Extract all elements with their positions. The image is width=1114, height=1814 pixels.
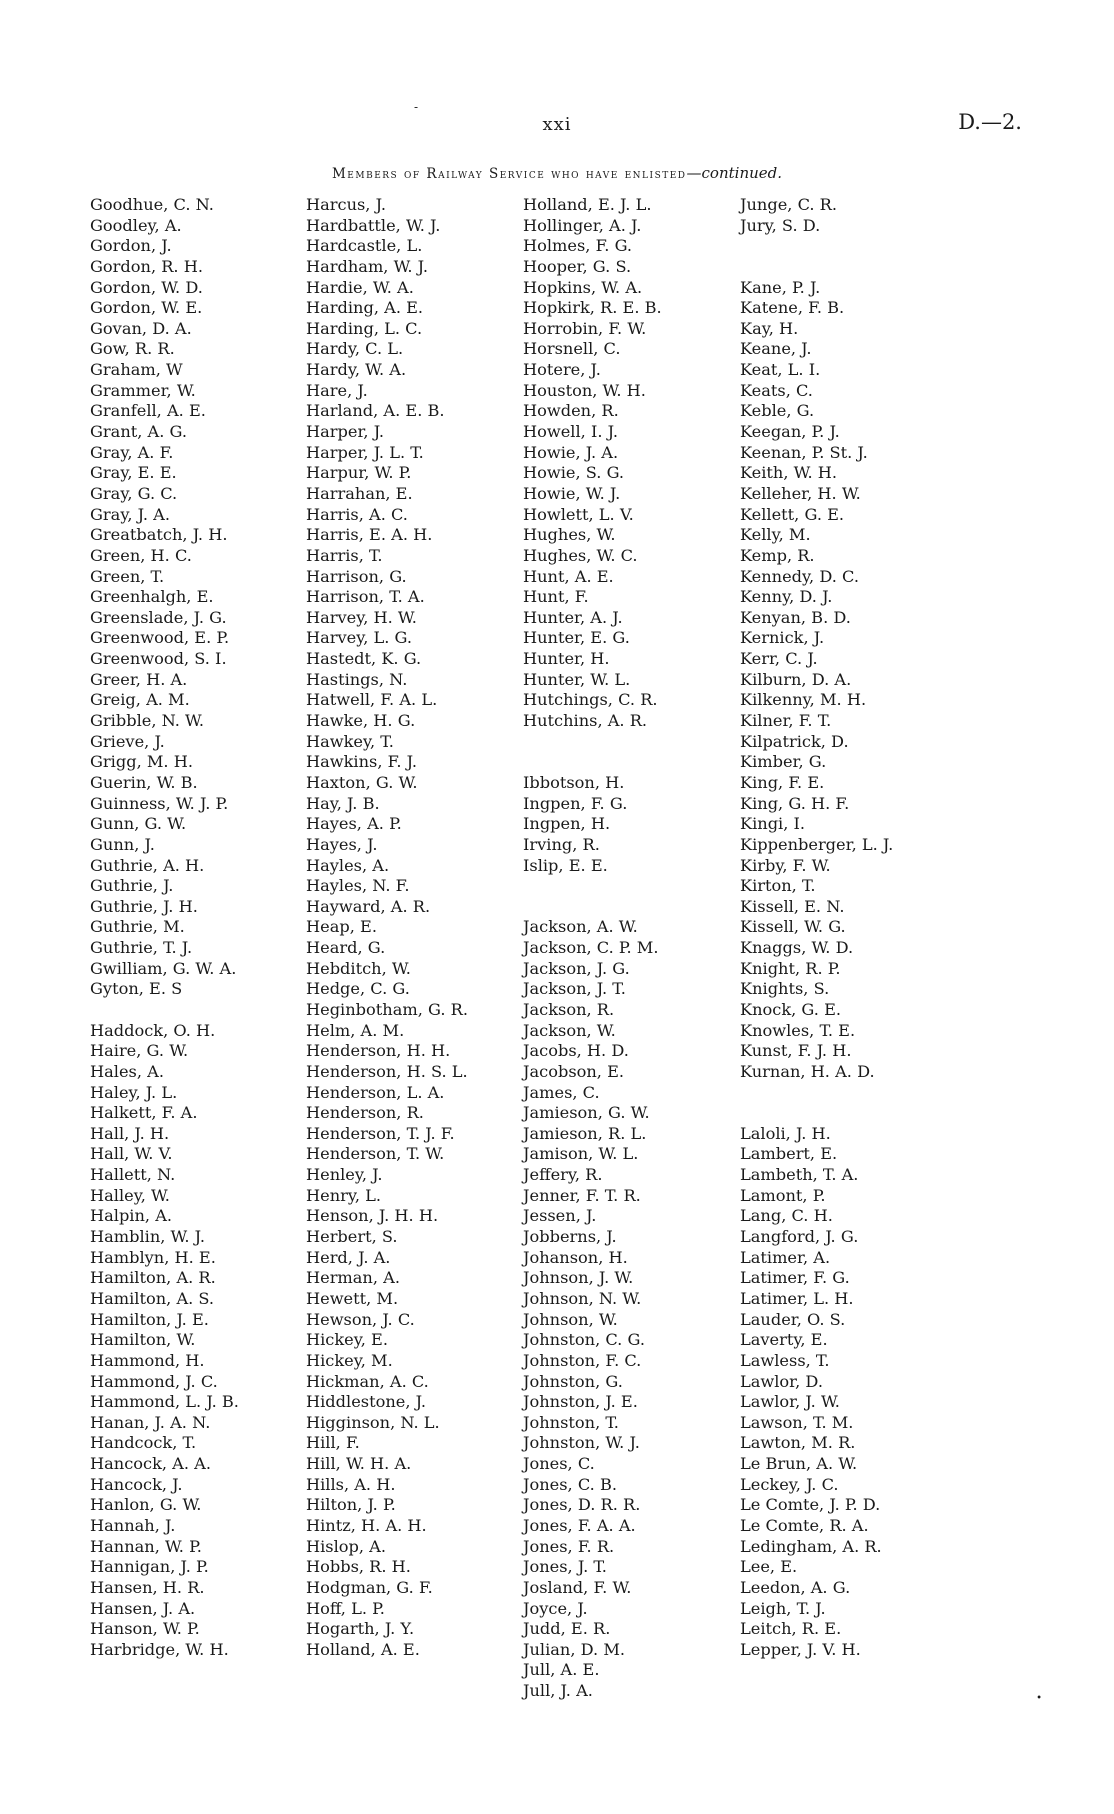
- list-item: Julian, D. M.: [523, 1639, 626, 1659]
- list-item: Horsnell, C.: [523, 339, 621, 359]
- list-item: Hunt, F.: [523, 587, 589, 607]
- list-item: Houston, W. H.: [523, 380, 646, 400]
- list-item: Knaggs, W. D.: [740, 938, 854, 958]
- list-item: Ingpen, F. G.: [523, 793, 628, 813]
- list-item: Harpur, W. P.: [306, 463, 412, 483]
- list-item: Hayles, A.: [306, 855, 390, 875]
- list-item: Jackson, J. T.: [523, 979, 626, 999]
- list-item: Howden, R.: [523, 401, 619, 421]
- list-item: Hewson, J. C.: [306, 1309, 415, 1329]
- list-item: Grant, A. G.: [90, 422, 188, 442]
- list-item: Hopkirk, R. E. B.: [523, 298, 662, 318]
- list-item: Laverty, E.: [740, 1330, 828, 1350]
- list-item: Johnson, N. W.: [523, 1288, 642, 1308]
- list-item: Hay, J. B.: [306, 793, 380, 813]
- list-item: Greenwood, E. P.: [90, 628, 230, 648]
- list-item: Hebditch, W.: [306, 958, 411, 978]
- list-item: Kerr, C. J.: [740, 649, 818, 669]
- list-item: Howie, J. A.: [523, 442, 619, 462]
- list-item: Hopkins, W. A.: [523, 277, 643, 297]
- list-item: Jones, C.: [523, 1454, 595, 1474]
- list-item: Latimer, A.: [740, 1247, 831, 1267]
- list-item: Hughes, W.: [523, 525, 616, 545]
- list-item: Jones, J. T.: [523, 1557, 607, 1577]
- list-item: Hewett, M.: [306, 1288, 399, 1308]
- list-item: Hamblyn, H. E.: [90, 1247, 216, 1267]
- list-item: Gordon, W. E.: [90, 298, 203, 318]
- list-item: Kingi, I.: [740, 814, 806, 834]
- list-item: Hiddlestone, J.: [306, 1392, 427, 1412]
- list-item: King, G. H. F.: [740, 793, 850, 813]
- list-item: Johnston, F. C.: [523, 1350, 642, 1370]
- list-item: Hilton, J. P.: [306, 1495, 396, 1515]
- list-item: Halkett, F. A.: [90, 1103, 198, 1123]
- list-item: Latimer, L. H.: [740, 1288, 854, 1308]
- list-item: Howie, S. G.: [523, 463, 625, 483]
- list-item: Green, T.: [90, 566, 165, 586]
- list-item: Grammer, W.: [90, 380, 196, 400]
- list-item: Harris, A. C.: [306, 504, 408, 524]
- list-item: Harrison, T. A.: [306, 587, 425, 607]
- list-item: Keenan, P. St. J.: [740, 442, 868, 462]
- list-item: Henderson, T. J. F.: [306, 1123, 455, 1143]
- list-item: Keble, G.: [740, 401, 815, 421]
- list-item: Guthrie, M.: [90, 917, 185, 937]
- list-item: Jeffery, R.: [523, 1165, 603, 1185]
- list-item: Handcock, T.: [90, 1433, 197, 1453]
- list-item: Hall, W. V.: [90, 1144, 173, 1164]
- list-item: Jones, C. B.: [523, 1474, 617, 1494]
- list-item: Hotere, J.: [523, 360, 601, 380]
- list-item: Hare, J.: [306, 380, 368, 400]
- list-item: Govan, D. A.: [90, 318, 192, 338]
- list-item: Hamilton, J. E.: [90, 1309, 209, 1329]
- list-item: Henderson, R.: [306, 1103, 424, 1123]
- list-item: Hickey, E.: [306, 1330, 388, 1350]
- list-item: Gordon, R. H.: [90, 256, 203, 276]
- list-item: Holland, A. E.: [306, 1639, 420, 1659]
- list-item: Kunst, F. J. H.: [740, 1041, 852, 1061]
- list-item: Keane, J.: [740, 339, 812, 359]
- list-item: Greenslade, J. G.: [90, 607, 227, 627]
- list-item: Harcus, J.: [306, 195, 386, 214]
- list-item: Islip, E. E.: [523, 855, 608, 875]
- list-item: Halley, W.: [90, 1185, 170, 1205]
- list-item: King, F. E.: [740, 772, 825, 792]
- list-item: Goodley, A.: [90, 215, 182, 235]
- list-item: Guthrie, J.: [90, 876, 174, 896]
- list-item: Kilpatrick, D.: [740, 731, 849, 751]
- list-item: Hansen, H. R.: [90, 1577, 205, 1597]
- list-item: Hancock, A. A.: [90, 1454, 211, 1474]
- list-item: Holland, E. J. L.: [523, 195, 652, 214]
- list-item: Johanson, H.: [523, 1247, 628, 1267]
- list-item: Greenwood, S. I.: [90, 649, 227, 669]
- list-item: Harper, J. L. T.: [306, 442, 424, 462]
- list-gap: [740, 236, 893, 257]
- list-item: Hogarth, J. Y.: [306, 1619, 415, 1639]
- list-item: Hammond, J. C.: [90, 1371, 218, 1391]
- list-item: Johnson, J. W.: [523, 1268, 634, 1288]
- list-item: Hardbattle, W. J.: [306, 215, 441, 235]
- list-item: Hawke, H. G.: [306, 711, 416, 731]
- list-item: Hayes, J.: [306, 834, 378, 854]
- ink-speck: •: [1036, 1693, 1042, 1704]
- list-item: Hannan, W. P.: [90, 1536, 202, 1556]
- list-item: Henley, J.: [306, 1165, 383, 1185]
- list-item: Hardy, C. L.: [306, 339, 404, 359]
- list-item: Kirby, F. W.: [740, 855, 831, 875]
- list-item: Lauder, O. S.: [740, 1309, 846, 1329]
- list-item: Kay, H.: [740, 318, 799, 338]
- list-item: Keith, W. H.: [740, 463, 837, 483]
- list-item: Gunn, J.: [90, 834, 155, 854]
- list-item: Ledingham, A. R.: [740, 1536, 882, 1556]
- list-item: Kelleher, H. W.: [740, 483, 861, 503]
- list-item: Lepper, J. V. H.: [740, 1639, 861, 1659]
- list-item: Jull, A. E.: [523, 1660, 600, 1680]
- list-item: Kernick, J.: [740, 628, 825, 648]
- list-item: Keegan, P. J.: [740, 422, 840, 442]
- list-item: Harris, E. A. H.: [306, 525, 433, 545]
- list-item: Henderson, H. S. L.: [306, 1061, 468, 1081]
- list-item: Langford, J. G.: [740, 1227, 859, 1247]
- name-column-3: [523, 195, 662, 1702]
- list-item: Hardcastle, L.: [306, 236, 423, 256]
- list-item: Gow, R. R.: [90, 339, 175, 359]
- list-item: Gray, E. E.: [90, 463, 177, 483]
- list-gap: [523, 752, 662, 773]
- list-item: Le Comte, R. A.: [740, 1516, 869, 1535]
- list-item: Harding, L. C.: [306, 318, 423, 338]
- list-item: Johnston, W. J.: [523, 1433, 640, 1453]
- list-item: Kippenberger, L. J.: [740, 834, 894, 854]
- list-item: Howlett, L. V.: [523, 504, 634, 524]
- list-item: Ingpen, H.: [523, 814, 611, 834]
- list-gap: [523, 732, 662, 753]
- list-item: Hanlon, G. W.: [90, 1495, 202, 1515]
- list-item: Hardy, W. A.: [306, 360, 407, 380]
- list-item: Jamieson, R. L.: [523, 1123, 647, 1143]
- list-gap: [740, 1083, 893, 1104]
- list-item: Holmes, F. G.: [523, 236, 633, 256]
- list-item: Lang, C. H.: [740, 1206, 833, 1226]
- list-item: Hunt, A. E.: [523, 566, 614, 586]
- list-item: Harvey, L. G.: [306, 628, 413, 648]
- list-gap: [90, 1000, 239, 1021]
- list-item: Jackson, J. G.: [523, 958, 630, 978]
- list-item: Green, H. C.: [90, 545, 192, 565]
- list-item: Harland, A. E. B.: [306, 401, 445, 421]
- list-item: Greig, A. M.: [90, 690, 190, 710]
- title-suffix: —continued.: [686, 164, 783, 182]
- list-item: Hamilton, A. S.: [90, 1288, 215, 1308]
- list-item: Hamilton, A. R.: [90, 1268, 216, 1288]
- list-item: Herd, J. A.: [306, 1247, 391, 1267]
- list-item: Leedon, A. G.: [740, 1577, 851, 1597]
- list-item: Howell, I. J.: [523, 422, 619, 442]
- list-item: Hunter, H.: [523, 649, 610, 669]
- list-gap: [740, 1103, 893, 1124]
- list-item: Knock, G. E.: [740, 999, 842, 1019]
- name-column-2: [306, 195, 468, 1660]
- list-item: Kemp, R.: [740, 545, 815, 565]
- list-item: Kenny, D. J.: [740, 587, 833, 607]
- list-item: Hallett, N.: [90, 1165, 176, 1185]
- list-item: Jessen, J.: [523, 1206, 597, 1226]
- list-item: Jackson, R.: [523, 999, 615, 1019]
- list-item: Hayward, A. R.: [306, 896, 431, 916]
- list-item: Greer, H. A.: [90, 669, 188, 689]
- list-item: Harris, T.: [306, 545, 383, 565]
- list-item: Knowles, T. E.: [740, 1020, 856, 1040]
- list-item: Lawton, M. R.: [740, 1433, 856, 1453]
- list-item: Leigh, T. J.: [740, 1598, 826, 1618]
- list-item: Hanan, J. A. N.: [90, 1412, 211, 1432]
- list-item: Jury, S. D.: [740, 215, 821, 235]
- list-item: Hickman, A. C.: [306, 1371, 429, 1391]
- list-item: Kenyan, B. D.: [740, 607, 851, 627]
- list-item: Lambert, E.: [740, 1144, 838, 1164]
- list-item: Henderson, L. A.: [306, 1082, 445, 1102]
- list-item: Hayes, A. P.: [306, 814, 402, 834]
- name-column-1: [90, 195, 239, 1660]
- list-item: Guthrie, J. H.: [90, 896, 198, 916]
- list-item: Kilburn, D. A.: [740, 669, 852, 689]
- list-item: Hall, J. H.: [90, 1123, 170, 1143]
- list-item: Kelly, M.: [740, 525, 811, 545]
- list-gap: [740, 257, 893, 278]
- list-item: Johnson, W.: [523, 1309, 618, 1329]
- list-item: Johnston, T.: [523, 1412, 619, 1432]
- list-item: Greenhalgh, E.: [90, 587, 214, 607]
- list-item: Hawkins, F. J.: [306, 752, 418, 772]
- list-item: Kilner, F. T.: [740, 711, 832, 731]
- list-item: Hedge, C. G.: [306, 979, 410, 999]
- list-item: Heap, E.: [306, 917, 377, 937]
- list-item: Latimer, F. G.: [740, 1268, 850, 1288]
- list-item: Goodhue, C. N.: [90, 195, 214, 214]
- list-item: Hardham, W. J.: [306, 256, 429, 276]
- list-item: Hooper, G. S.: [523, 256, 632, 276]
- list-item: Herman, A.: [306, 1268, 400, 1288]
- list-item: Heginbotham, G. R.: [306, 999, 468, 1019]
- list-item: Howie, W. J.: [523, 483, 621, 503]
- list-item: Halpin, A.: [90, 1206, 173, 1226]
- list-item: Hardie, W. A.: [306, 277, 414, 297]
- list-item: Judd, E. R.: [523, 1619, 611, 1639]
- list-item: Hamilton, W.: [90, 1330, 196, 1350]
- list-item: Gray, J. A.: [90, 504, 170, 524]
- title-text: Members of Railway Service who have enlisted: [331, 166, 687, 182]
- list-item: Gordon, W. D.: [90, 277, 203, 297]
- list-item: Harbridge, W. H.: [90, 1639, 229, 1659]
- list-item: Jamieson, G. W.: [523, 1103, 650, 1123]
- list-item: Josland, F. W.: [523, 1577, 632, 1597]
- list-item: Hammond, L. J. B.: [90, 1392, 239, 1412]
- list-item: Junge, C. R.: [740, 195, 838, 214]
- list-item: Knights, S.: [740, 979, 830, 999]
- list-item: Hancock, J.: [90, 1474, 183, 1494]
- list-item: Hoff, L. P.: [306, 1598, 385, 1618]
- list-item: Ibbotson, H.: [523, 772, 625, 792]
- list-item: Greatbatch, J. H.: [90, 525, 228, 545]
- list-item: Hodgman, G. F.: [306, 1577, 433, 1597]
- list-item: Hamblin, W. J.: [90, 1227, 206, 1247]
- page-number: xxi: [542, 114, 572, 135]
- list-item: Kissell, E. N.: [740, 896, 845, 916]
- list-item: Hunter, W. L.: [523, 669, 631, 689]
- list-item: Gordon, J.: [90, 236, 172, 256]
- list-item: Henson, J. H. H.: [306, 1206, 439, 1226]
- list-item: Kellett, G. E.: [740, 504, 845, 524]
- list-item: Gray, G. C.: [90, 483, 178, 503]
- list-item: Jones, F. A. A.: [523, 1516, 636, 1535]
- list-item: Hanson, W. P.: [90, 1619, 200, 1639]
- list-item: Hickey, M.: [306, 1350, 393, 1370]
- list-item: Henry, L.: [306, 1185, 382, 1205]
- list-item: Hintz, H. A. H.: [306, 1516, 427, 1535]
- list-item: Hutchings, C. R.: [523, 690, 658, 710]
- list-item: Gyton, E. S: [90, 979, 183, 999]
- list-item: Guthrie, A. H.: [90, 855, 205, 875]
- list-item: Heard, G.: [306, 938, 386, 958]
- list-item: Higginson, N. L.: [306, 1412, 440, 1432]
- list-item: Le Brun, A. W.: [740, 1454, 858, 1474]
- list-item: Lawlor, J. W.: [740, 1392, 840, 1412]
- list-item: Jull, J. A.: [523, 1681, 593, 1701]
- list-item: Kimber, G.: [740, 752, 827, 772]
- list-item: Grigg, M. H.: [90, 752, 193, 772]
- list-item: Harrahan, E.: [306, 483, 413, 503]
- list-item: Guthrie, T. J.: [90, 938, 193, 958]
- list-item: Johnston, G.: [523, 1371, 623, 1391]
- list-item: Hatwell, F. A. L.: [306, 690, 438, 710]
- list-item: Jackson, A. W.: [523, 917, 638, 937]
- list-item: Hobbs, R. H.: [306, 1557, 411, 1577]
- list-item: Hill, W. H. A.: [306, 1454, 412, 1474]
- list-item: Graham, W: [90, 360, 183, 380]
- list-item: Keats, C.: [740, 380, 813, 400]
- list-item: James, C.: [523, 1082, 600, 1102]
- list-item: Gray, A. F.: [90, 442, 174, 462]
- dash-mark: -: [414, 100, 419, 114]
- list-item: Grieve, J.: [90, 731, 165, 751]
- list-item: Henderson, T. W.: [306, 1144, 445, 1164]
- list-item: Lee, E.: [740, 1557, 798, 1577]
- list-item: Harper, J.: [306, 422, 385, 442]
- list-item: Hunter, E. G.: [523, 628, 630, 648]
- list-item: Hunter, A. J.: [523, 607, 623, 627]
- list-item: Haley, J. L.: [90, 1082, 178, 1102]
- list-item: Lawlor, D.: [740, 1371, 823, 1391]
- list-item: Leckey, J. C.: [740, 1474, 839, 1494]
- list-item: Kurnan, H. A. D.: [740, 1061, 875, 1081]
- list-item: Lambeth, T. A.: [740, 1165, 859, 1185]
- list-item: Joyce, J.: [523, 1598, 588, 1618]
- list-item: Guinness, W. J. P.: [90, 793, 229, 813]
- list-item: Johnston, J. E.: [523, 1392, 638, 1412]
- list-gap: [523, 876, 662, 897]
- list-item: Katene, F. B.: [740, 298, 845, 318]
- list-item: Jobberns, J.: [523, 1227, 617, 1247]
- list-item: Knight, R. P.: [740, 958, 841, 978]
- list-item: Jones, F. R.: [523, 1536, 615, 1556]
- list-item: Hastings, N.: [306, 669, 408, 689]
- list-item: Hutchins, A. R.: [523, 711, 648, 731]
- list-gap: [523, 897, 662, 918]
- list-item: Hales, A.: [90, 1061, 164, 1081]
- list-item: Laloli, J. H.: [740, 1123, 831, 1143]
- list-item: Hill, F.: [306, 1433, 360, 1453]
- list-item: Herbert, S.: [306, 1227, 398, 1247]
- list-item: Kane, P. J.: [740, 277, 821, 297]
- list-item: Kennedy, D. C.: [740, 566, 859, 586]
- list-item: Jacobs, H. D.: [523, 1041, 629, 1061]
- list-item: Keat, L. I.: [740, 360, 821, 380]
- list-item: Guerin, W. B.: [90, 772, 198, 792]
- list-item: Jones, D. R. R.: [523, 1495, 641, 1515]
- list-item: Hansen, J. A.: [90, 1598, 196, 1618]
- list-item: Harrison, G.: [306, 566, 407, 586]
- list-item: Jamison, W. L.: [523, 1144, 639, 1164]
- page-title: [0, 164, 1114, 182]
- list-item: Lawson, T. M.: [740, 1412, 854, 1432]
- list-item: Hastedt, K. G.: [306, 649, 422, 669]
- list-item: Horrobin, F. W.: [523, 318, 647, 338]
- list-item: Kilkenny, M. H.: [740, 690, 867, 710]
- list-item: Granfell, A. E.: [90, 401, 206, 421]
- list-item: Gunn, G. W.: [90, 814, 187, 834]
- list-item: Jackson, W.: [523, 1020, 616, 1040]
- name-column-4: [740, 195, 893, 1660]
- list-item: Harding, A. E.: [306, 298, 424, 318]
- list-item: Jacobson, E.: [523, 1061, 625, 1081]
- list-item: Haxton, G. W.: [306, 772, 418, 792]
- list-item: Hannah, J.: [90, 1516, 176, 1535]
- list-item: Leitch, R. E.: [740, 1619, 842, 1639]
- list-item: Hayles, N. F.: [306, 876, 410, 896]
- list-item: Le Comte, J. P. D.: [740, 1495, 881, 1515]
- list-item: Jackson, C. P. M.: [523, 938, 659, 958]
- list-item: Gribble, N. W.: [90, 711, 204, 731]
- list-item: Haddock, O. H.: [90, 1020, 216, 1040]
- list-item: Kissell, W. G.: [740, 917, 846, 937]
- list-item: Haire, G. W.: [90, 1041, 189, 1061]
- list-item: Lamont, P.: [740, 1185, 826, 1205]
- list-item: Hislop, A.: [306, 1536, 387, 1556]
- list-item: Johnston, C. G.: [523, 1330, 645, 1350]
- list-item: Harvey, H. W.: [306, 607, 417, 627]
- list-item: Hollinger, A. J.: [523, 215, 642, 235]
- list-item: Hughes, W. C.: [523, 545, 638, 565]
- list-item: Irving, R.: [523, 834, 600, 854]
- list-item: Hammond, H.: [90, 1350, 205, 1370]
- list-item: Jenner, F. T. R.: [523, 1185, 641, 1205]
- list-item: Gwilliam, G. W. A.: [90, 958, 237, 978]
- list-item: Hawkey, T.: [306, 731, 394, 751]
- list-item: Lawless, T.: [740, 1350, 830, 1370]
- document-code: D.—2.: [958, 110, 1022, 134]
- list-item: Hills, A. H.: [306, 1474, 396, 1494]
- list-item: Helm, A. M.: [306, 1020, 405, 1040]
- list-item: Hannigan, J. P.: [90, 1557, 209, 1577]
- list-item: Kirton, T.: [740, 876, 816, 896]
- list-item: Henderson, H. H.: [306, 1041, 451, 1061]
